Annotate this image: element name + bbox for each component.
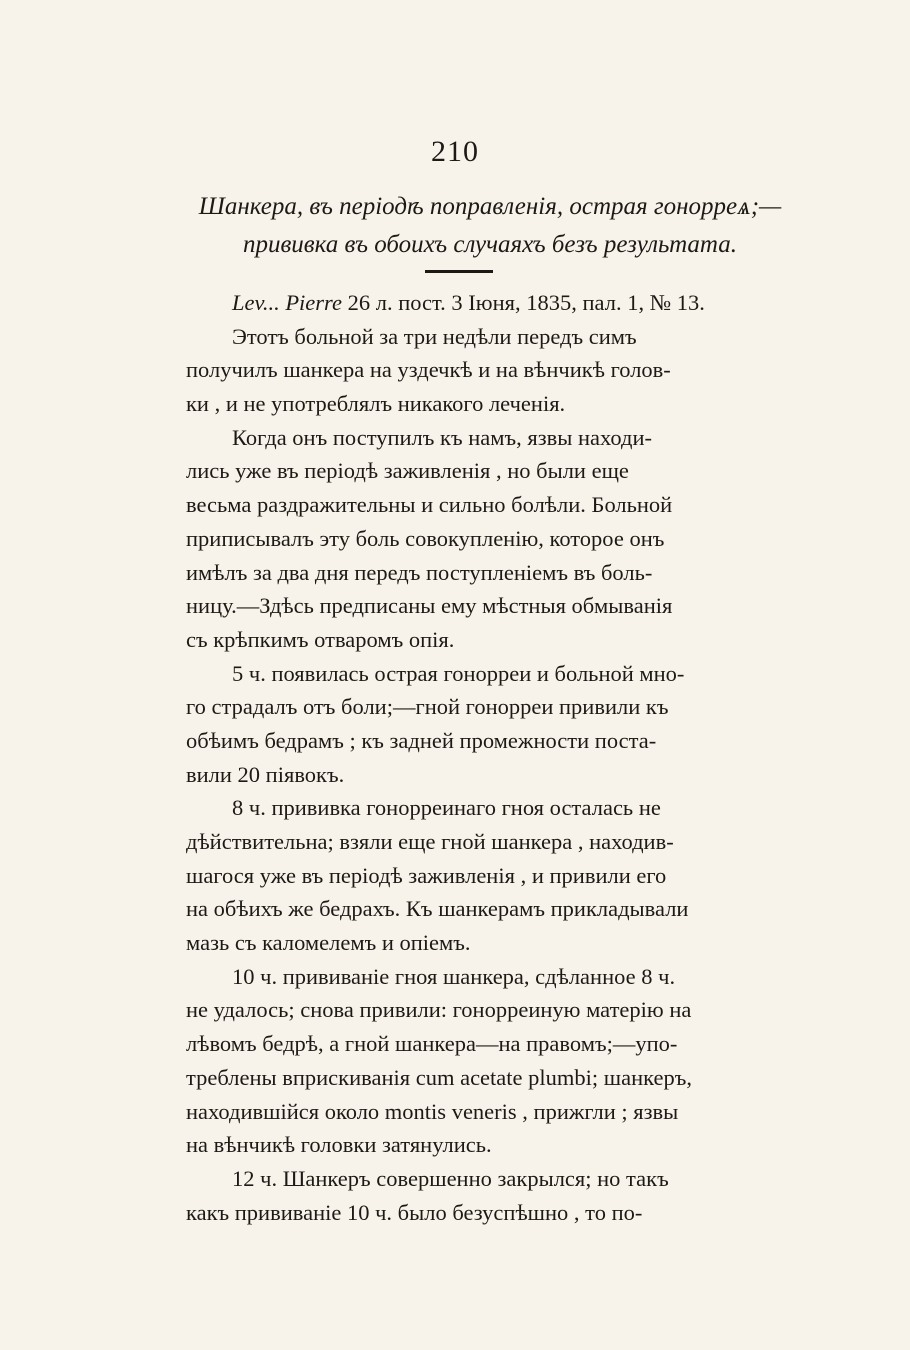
text-line: не удалось; снова привили: гонорреиную матерію на bbox=[186, 997, 692, 1023]
text-line: находившійся около montis veneris , прижгли ; язвы bbox=[186, 1098, 679, 1124]
text-line: получилъ шанкера на уздечкѣ и на вѣнчикѣ голов- bbox=[186, 357, 671, 383]
text-line: Этотъ больной за три недѣли передъ симъ bbox=[232, 323, 637, 349]
text-line: лись уже въ періодѣ заживленія , но были еще bbox=[186, 458, 629, 484]
heading-line-1: Шанкера, въ періодѣ поправленія, острая гонорреѧ;— bbox=[198, 193, 782, 220]
text-line: на обѣихъ же бедрахъ. Къ шанкерамъ прикладывали bbox=[186, 896, 689, 922]
text-line: 12 ч. Шанкеръ совершенно закрылся; но такъ bbox=[232, 1165, 669, 1191]
text-line: Когда онъ поступилъ къ намъ, язвы находи- bbox=[232, 424, 652, 450]
text-line: приписывалъ эту боль совокупленію, которое онъ bbox=[186, 525, 665, 551]
text-line: треблены вприскиванія cum acetate plumbi; шанкеръ, bbox=[186, 1064, 692, 1090]
heading-line-2: прививка въ обоихъ случаяхъ безъ результата. bbox=[242, 231, 738, 258]
heading-divider bbox=[425, 270, 493, 273]
text-line: ницу.—Здѣсь предписаны ему мѣстныя обмыванія bbox=[186, 593, 673, 619]
text-line: весьма раздражительны и сильно болѣли. Больной bbox=[186, 492, 673, 518]
text-line: на вѣнчикѣ головки затянулись. bbox=[186, 1132, 492, 1158]
page-number: 210 bbox=[431, 135, 479, 168]
text-line: 5 ч. появилась острая гонорреи и больной мно- bbox=[232, 660, 685, 686]
text-line: го страдалъ отъ боли;—гной гонорреи привили къ bbox=[186, 694, 669, 720]
section-heading bbox=[150, 188, 830, 264]
text-line: 10 ч. прививаніе гноя шанкера, сдѣланное 8 ч. bbox=[232, 963, 676, 989]
text-line: дѣйствительна; взяли еще гной шанкера , находив- bbox=[186, 829, 674, 854]
text-line: шагося уже въ періодѣ заживленія , и привили его bbox=[186, 862, 667, 888]
text-line: лѣвомъ бедрѣ, а гной шанкера—на правомъ;—упо- bbox=[186, 1031, 678, 1057]
text-line: вили 20 піявокъ. bbox=[186, 761, 345, 787]
case-patient-name: Lev... Pierre bbox=[232, 290, 342, 315]
text-line: 8 ч. прививка гонорреинаго гноя осталась не bbox=[232, 795, 661, 821]
text-line: мазь съ каломелемъ и опіемъ. bbox=[186, 930, 471, 956]
case-details: 26 л. пост. 3 Іюня, 1835, пал. 1, № 13. bbox=[347, 290, 705, 315]
text-line: ки , и не употреблялъ никакого леченія. bbox=[186, 391, 566, 417]
text-line: обѣимъ бедрамъ ; къ задней промежности поста- bbox=[186, 727, 657, 753]
body-text bbox=[186, 286, 806, 1229]
text-line: имѣлъ за два дня передъ поступленіемъ въ боль- bbox=[186, 559, 653, 585]
text-line: съ крѣпкимъ отваромъ опія. bbox=[186, 626, 455, 652]
case-header-line bbox=[186, 286, 806, 320]
text-line: какъ прививаніе 10 ч. было безуспѣшно , то по- bbox=[186, 1199, 643, 1225]
